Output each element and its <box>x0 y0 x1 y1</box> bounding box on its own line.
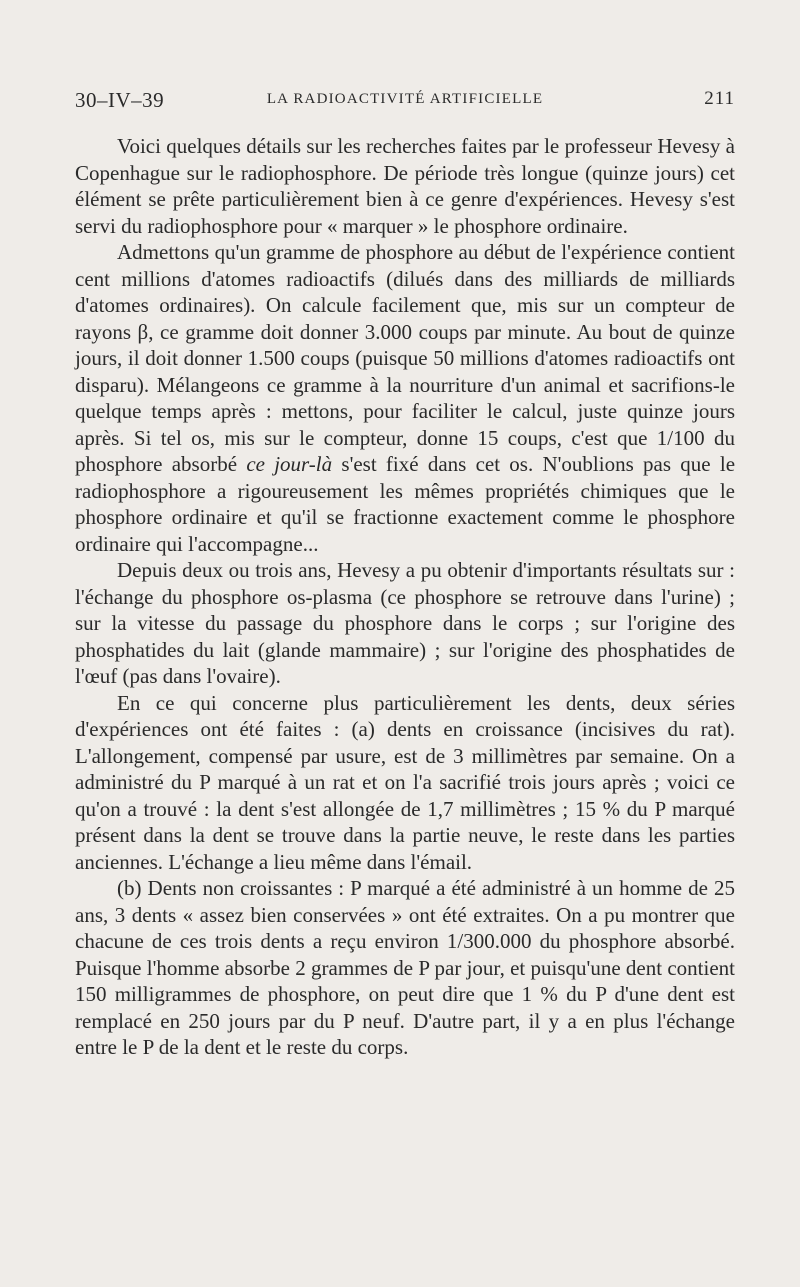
paragraph-4-text: En ce qui concerne plus particulièrement les dents, deux séries d'expériences ont été faites : (a) dents en croissance (incisives du rat). L'allongement, compensé par usure, est de 3 millimètres par semaine. On a administré du P marqué à un rat et on l'a sacrifié trois jours après ; voici ce qu'on a trouvé : la dent s'est allongée de 1,7 millimètres ; 15 % du P marqué présent dans la dent se trouve dans la partie neuve, le reste dans les parties anciennes. L'échange a lieu même dans l'émail. <box>75 690 735 874</box>
header-date: 30–IV–39 <box>75 88 165 112</box>
paragraph-2-text: Admettons qu'un gramme de phosphore au début de l'expérience contient cent millions d'atomes radioactifs (dilués dans des milliards de milliards d'atomes ordinaires). On calcule facilement que, mis sur un compteur de rayons β, ce gramme doit donner 3.000 coups par minute. Au bout de quinze jours, il doit donner 1.500 coups (puisque 50 millions d'atomes radioactifs ont disparu). Mélangeons ce gramme à la nourriture d'un animal et sacrifions-le quelque temps après : mettons, pour faciliter le calcul, juste quinze jours après. Si tel os, mis sur le compteur, donne 15 coups, c'est que 1/100 du phosphore absorbé <box>75 240 735 476</box>
paragraph-5 <box>75 875 735 1061</box>
paragraph-3-text: Depuis deux ou trois ans, Hevesy a pu obtenir d'importants résultats sur : l'échange du phosphore os-plasma (ce phosphore se retrouve dans l'urine) ; sur la vitesse du passage du phosphore dans le corps ; sur l'origine des phosphatides du lait (glande mammaire) ; sur l'origine des phosphatides de l'œuf (pas dans l'ovaire). <box>75 558 735 688</box>
paragraph-2 <box>75 239 735 557</box>
paragraph-1 <box>75 133 735 239</box>
running-header <box>75 88 735 116</box>
paragraph-3 <box>75 557 735 690</box>
header-title: LA RADIOACTIVITÉ ARTIFICIELLE <box>266 91 544 107</box>
italic-phrase: ce jour-là <box>246 452 333 476</box>
paragraph-2-tail: s'est fixé dans cet os. N'oublions pas que le radiophosphore a rigoureusement les mêmes propriétés chimiques que le phosphore ordinaire et qu'il se fractionne exactement comme le phosphore ordinaire qui l'accompagne... <box>75 452 736 556</box>
paragraph-1-text: Voici quelques détails sur les recherches faites par le professeur Hevesy à Copenhague sur le radiophosphore. De période très longue (quinze jours) cet élément se prête particulièrement bien à ce genre d'expériences. Hevesy s'est servi du radiophosphore pour « marquer » le phosphore ordinaire. <box>75 134 735 238</box>
paragraph-5-text: (b) Dents non croissantes : P marqué a été administré à un homme de 25 ans, 3 dents « assez bien conservées » ont été extraites. On a pu montrer que chacune de ces trois dents a reçu environ 1/300.000 du phosphore absorbé. Puisque l'homme absorbe 2 grammes de P par jour, et puisqu'une dent contient 150 milligrammes de phosphore, on peut dire que 1 % du P d'une dent est remplacé en 250 jours par du P neuf. D'autre part, il y a en plus l'échange entre le P de la dent et le reste du corps. <box>75 876 735 1059</box>
body-text <box>75 133 735 1061</box>
page-number: 211 <box>704 88 735 109</box>
paragraph-4 <box>75 690 735 876</box>
